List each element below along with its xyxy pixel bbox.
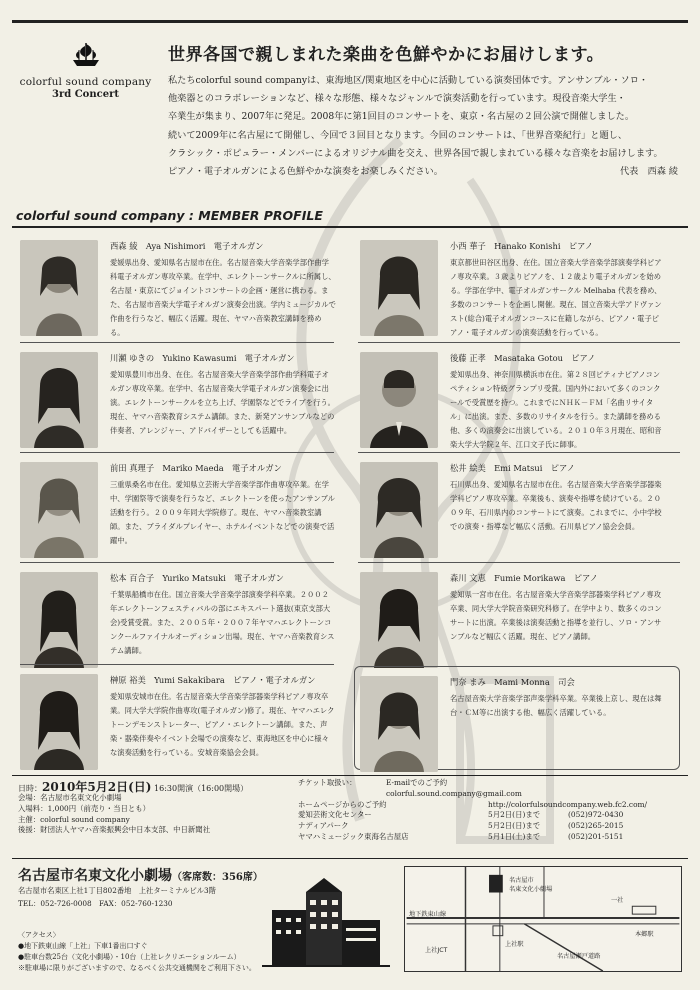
map-label-hongo: 本郷駅 <box>635 931 654 938</box>
member-photo <box>20 352 98 448</box>
member-name: 森川 文恵 Fumie Morikawa ピアノ <box>450 573 598 583</box>
member-profile <box>352 564 662 674</box>
row-divider <box>20 562 334 563</box>
ticket-label: E-mailでのご予約 <box>386 778 448 787</box>
date-value: 2010年5月2日(日) <box>42 780 152 794</box>
ticket-row <box>298 800 678 811</box>
member-profile <box>12 232 336 342</box>
ticket-row <box>298 821 678 832</box>
intro-line: ピアノ・電子オルガンによる色鮮やかな演奏をお楽しみください。 <box>168 166 443 178</box>
phone-line: TEL：052-726-0008 FAX：052-760-1230 <box>18 899 173 908</box>
signature: 代表 西森 綾 <box>619 166 678 178</box>
member-bio: 三重県桑名市在住。愛知県立芸術大学音楽学部作曲専攻卒業。在学中、学園祭等で演奏を行うなど、エレクトーンを使ったアンサンブル活動を行う。２００９年同大学院修了。現在、ヤマハ音楽教室講師。また、ブライダルプレイヤー、ホテルイベントなどでの演奏で活躍中。 <box>110 480 335 545</box>
map-label-road: 名古屋瀬戸道路 <box>557 953 601 960</box>
ticket-url[interactable]: http://colorfulsoundcompany.web.fc2.com/ <box>488 799 648 809</box>
venue-rule <box>12 858 688 859</box>
access-title: 〈アクセス〉 <box>18 931 60 939</box>
member-bio: 名古屋音楽大学音楽学部声楽学科卒業。卒業後上京し、現在は舞台・ＣＭ等に出演する他、幅広く活躍している。 <box>450 694 662 717</box>
member-profile <box>352 344 662 454</box>
event-rule <box>12 775 688 776</box>
ticket-date: 5月2日(日)まで <box>488 810 541 820</box>
intro-line: 他楽器とのコラボレーションなど、様々な形態、様々なジャンルで演奏活動を行っています。現役音楽大学生・ <box>168 93 626 105</box>
intro-line: 私たちcolorful sound companyは、東海地区/関東地区を中心に活動している演奏団体です。アンサンブル・ソロ・ <box>168 75 649 86</box>
member-bio: 愛知県安城市在住。名古屋音楽大学音楽学部器楽学科ピアノ専攻卒業。同大学大学院作曲専攻(電子オルガン)修了。現在、ヤマハエレクトーンデモンストレーター、ピアノ・エレクトーン講師。また、声楽・器楽伴奏やイベント会場での演奏など、東海地区を中心に様々な演奏活動を行っている。安城音楽協会会員。 <box>110 692 335 757</box>
ticket-row <box>298 810 678 821</box>
ticket-label: ヤマハミュージック東海名古屋店 <box>298 831 409 841</box>
member-bio: 東京都世田谷区出身、在住。国立音楽大学音楽学部演奏学科ピアノ専攻卒業。３歳よりピアノを、１２歳より電子オルガンを始める。学部在学中、電子オルガンサークル Melhaba 代表を務め、多数のコンサートを企画し開催。現在、国立音楽大学アドヴァンスト(総合)電子オルガンコースに在籍しながら、ピアノ・電子ピアノ・電子オルガンの演奏活動を行っている。 <box>450 258 662 337</box>
map-label-jct: 上社JCT <box>425 947 448 954</box>
ticket-row <box>298 789 678 800</box>
row-divider <box>20 342 334 343</box>
member-photo <box>20 572 98 668</box>
member-profile <box>12 454 335 564</box>
ticket-label: 愛知芸術文化センター <box>298 810 372 820</box>
ticket-phone: (052)201-5151 <box>568 831 624 841</box>
info-line: 入場料：1,000円（前売り・当日とも） <box>18 803 151 813</box>
ticket-label: ホームページからのご予約 <box>298 799 387 809</box>
company-logo <box>18 40 153 100</box>
section-rule <box>12 226 688 228</box>
member-photo <box>20 240 98 336</box>
member-photo <box>360 462 438 558</box>
access-line: ※駐車場に限りがございますので、なるべく公共交通機関をご利用下さい。 <box>18 964 256 972</box>
member-bio: 愛知県豊川市出身、在住。名古屋音楽大学音楽学部作曲学科電子オルガン専攻卒業。在学中、名古屋音楽大学電子オルガン演奏会に出演。エレクトーンサークルを立ち上げ、学園祭などでライブを行う。現在、ヤマハ音楽教育システム講師。また、新発アンサンブルなどの伴奏者、アレンジャー、アドバイザーとしても活躍中。 <box>110 370 335 435</box>
map-label-subway: 地下鉄東山線 <box>409 911 447 918</box>
member-photo <box>360 352 438 448</box>
info-line: 後援：財団法人ヤマハ音楽振興会中日本支部、中日新聞社 <box>18 825 211 835</box>
member-name: 榊原 裕美 Yumi Sakakibara ピアノ・電子オルガン <box>110 675 316 685</box>
member-photo <box>360 240 438 336</box>
member-bio: 愛知県出身、神奈川県横浜市在住。第２８回ピティナピアノコンペティション特級グランプリ受賞。国内外において多くのコンクールで受賞歴を持つ。これまでにＮＨＫ－ＦＭ「名曲リサイタル」に出演。また、多数のリサイタルを行う。また講師を務める他、多くの演奏会に出演している。２０１０年３月現在、昭和音楽大学大学院２年、江口文子氏に師事。 <box>450 370 662 449</box>
member-name: 川瀬 ゆきの Yukino Kawasumi 電子オルガン <box>110 353 295 363</box>
venue-address <box>18 884 216 910</box>
ticket-header: チケット取扱い： <box>298 778 357 787</box>
map-label-issha: 一社 <box>611 897 624 904</box>
ticket-label: ナディアパーク <box>298 821 349 831</box>
headline: 世界各国で親しまれた楽曲を色鮮やかにお届けします。 <box>168 45 605 65</box>
ticket-date: 5月2日(日)まで <box>488 821 541 831</box>
member-name: 西森 綾 Aya Nishimori 電子オルガン <box>110 241 264 251</box>
info-line: 主催：colorful sound company <box>18 814 130 824</box>
ticket-date: 5月1日(土)まで <box>488 831 541 841</box>
ticket-row <box>298 778 678 789</box>
ticket-phone: (052)265-2015 <box>568 821 624 831</box>
ticket-row <box>298 832 678 843</box>
intro-line: 続いて2009年に名古屋にて開催し、今回で３回目となります。今回のコンサートは、「世界音楽紀行」と題し、 <box>168 129 628 141</box>
member-photo <box>20 462 98 558</box>
member-bio: 愛知県一宮市在住。名古屋音楽大学音楽学部器楽学科ピアノ専攻卒業、同大学大学院音楽研究科修了。在学中より、数多くのコンサートに出演。卒業後は演奏活動と指導を並行し、ソロ・アンサンブルなど幅広く活躍。現在、ピアノ講師。 <box>450 590 662 641</box>
venue-name: 名古屋市名東文化小劇場 <box>18 868 172 884</box>
row-divider <box>20 452 334 453</box>
map-label-station: 上社駅 <box>505 941 524 948</box>
logo-subtitle: 3rd Concert <box>52 89 119 100</box>
member-photo <box>360 572 438 668</box>
access-line: ●駐車台数25台（文化小劇場）・10台（上社レクリエーションルーム） <box>18 953 241 961</box>
map-label-venue: 名東文化小劇場 <box>509 886 553 893</box>
section-title: colorful sound company : MEMBER PROFILE <box>16 208 323 223</box>
member-name: 後藤 正孝 Masataka Gotou ピアノ <box>450 353 596 363</box>
ship-icon <box>69 40 103 70</box>
intro-text <box>168 72 678 181</box>
map-label-city: 名古屋市 <box>509 877 534 884</box>
member-profile <box>12 344 335 454</box>
member-name: 松本 百合子 Yuriko Matsuki 電子オルガン <box>110 573 284 583</box>
venue-map[interactable] <box>404 866 682 972</box>
venue-capacity: （客席数：356席） <box>172 872 263 883</box>
member-name: 小西 華子 Hanako Konishi ピアノ <box>450 241 594 251</box>
ticket-info <box>298 778 678 843</box>
member-profile <box>352 668 662 778</box>
member-profile <box>352 454 662 564</box>
ticket-phone: (052)972-0430 <box>568 810 624 820</box>
member-bio: 愛媛県出身、愛知県名古屋市在住。名古屋音楽大学音楽学部作曲学科電子オルガン専攻卒業。在学中、エレクトーンサークルに所属し、名古屋・東京にてジョイントコンサートの企画・運営に携わる。また、名古屋市音楽大学電子オルガン演奏会出演。学内ミュージカルで作曲を行うなど、幅広く活躍。現在、ヤマハ音楽教室講師を務める。 <box>110 258 336 337</box>
member-name: 門奈 まみ Mami Monna 司会 <box>450 677 575 687</box>
member-bio: 石川県出身、愛知県名古屋市在住。名古屋音楽大学音楽学部器楽学科ピアノ専攻卒業。卒業後も、演奏や指導を続けている。２００９年、石川県内のコンサートにて演奏。これまでに、小中学校での演奏・指導など幅広く活動。石川県ピアノ協会会員。 <box>450 480 662 531</box>
member-name: 前田 真理子 Mariko Maeda 電子オルガン <box>110 463 282 473</box>
member-photo <box>20 674 98 770</box>
venue-title <box>18 865 263 885</box>
member-profile <box>12 666 335 776</box>
row-divider <box>358 342 680 343</box>
intro-line: 卒業生が集まり、2007年に発足。2008年に第1回目のコンサートを、東京・名古屋の２回公演で開催しました。 <box>168 111 635 123</box>
address-line: 名古屋市名東区上社1丁目802番地 上社ターミナルビル3階 <box>18 886 216 895</box>
ticket-email[interactable]: colorful.sound.company@gmail.com <box>386 788 522 798</box>
time-value: 16:30開演（16:00開場） <box>154 784 249 793</box>
access-line: ●地下鉄東山線「上社」下車1番出口すぐ <box>18 942 148 950</box>
member-profile <box>352 232 662 342</box>
event-info <box>18 793 278 836</box>
date-label: 日時： <box>18 784 42 793</box>
member-photo <box>360 676 438 772</box>
member-name: 松井 絵美 Emi Matsui ピアノ <box>450 463 575 473</box>
building-illustration <box>262 870 390 970</box>
logo-name: colorful sound company <box>19 76 152 88</box>
row-divider <box>358 452 680 453</box>
intro-line: クラシック・ポピュラー・メンバーによるオリジナル曲を交え、世界各国で親しまれている様々な音楽をお届けします。 <box>168 147 663 159</box>
info-line: 会場：名古屋市名東文化小劇場 <box>18 793 122 802</box>
row-divider <box>20 664 334 665</box>
row-divider <box>358 562 680 563</box>
member-bio: 千葉県船橋市在住。国立音楽大学音楽学部演奏学科卒業。２００２年エレクトーンフェスティバルの部にエキスパート選抜(東京支部大会)受賞受賞。また、２００５年・２００７年ヤマハエレクトーンコンクールファイナルオーディション出場。現在、ヤマハ音楽教育システム講師。 <box>110 590 335 655</box>
intro-line-last <box>168 163 678 181</box>
member-profile <box>12 564 335 674</box>
map-graphic <box>405 867 681 971</box>
top-rule <box>12 20 688 23</box>
